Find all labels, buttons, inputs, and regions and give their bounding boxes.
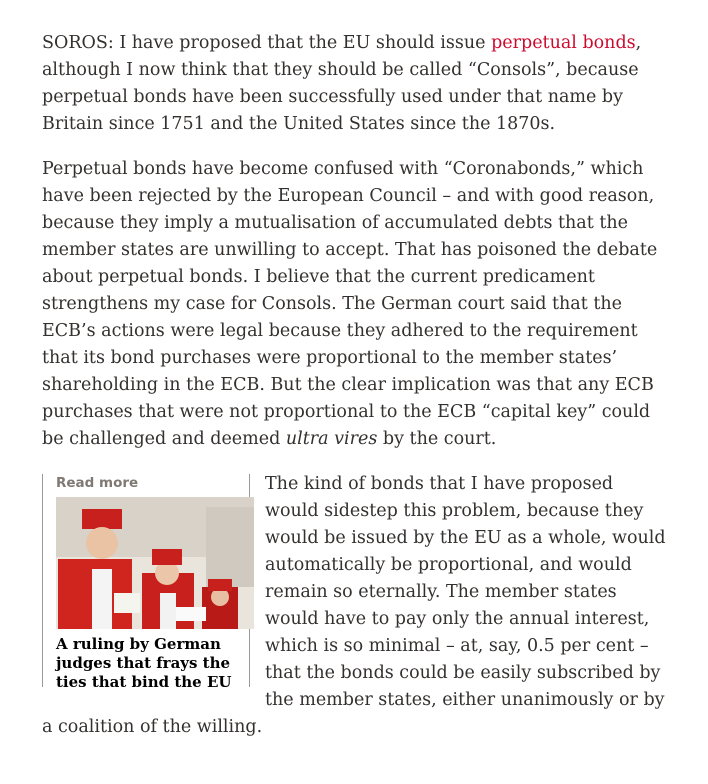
paragraph-2-text-b: by the court. (377, 429, 497, 449)
article-body (42, 30, 667, 759)
paragraph-1 (42, 30, 667, 138)
paragraph-1-text-a: I have proposed that the EU should issue (113, 33, 492, 53)
paragraph-3: The kind of bonds that I have proposed would sidestep this problem, because they would be issued by the EU as a whole, would automatically be proportional, and would remain so eternally. The member states would have to pay only the annual interest, which is so minimal – at, say, 0.5 per cent – that the bonds could be easily subscribed by the member states, either unanimously or by a coalition of the willing. (42, 474, 666, 737)
paragraph-2-text-a: Perpetual bonds have become confused with “Coronabonds,” which have been rejected by the European Council – and with good reason, because they imply a mutualisation of accumulated debts that the member states are unwilling to accept. That has poisoned the debate about perpetual bonds. I believe that the current predicament strengthens my case for Consols. The German court said that the ECB’s actions were legal because they adhered to the requirement that its bond purchases were proportional to the member states’ shareholding in the ECB. But the clear implication was that any ECB purchases that were not proportional to the ECB “capital key” could be challenged and deemed (42, 159, 658, 449)
german-judges-photo[interactable] (56, 497, 254, 629)
speaker-label: SOROS: (42, 33, 114, 53)
read-more-card[interactable] (42, 474, 250, 691)
paragraph-3-block (42, 471, 667, 741)
paragraph-2 (42, 156, 667, 453)
read-more-title[interactable]: A ruling by German judges that frays the ties that bind the EU (56, 635, 232, 691)
paragraph-1-text-b: , although I now think that they should be called “Consols”, because perpetual bonds have been successfully used under that name by Britain since 1751 and the United States since the 1870s. (42, 33, 642, 134)
read-more-label: Read more (56, 475, 139, 491)
ultra-vires-italic: ultra vires (285, 429, 378, 449)
perpetual-bonds-link[interactable]: perpetual bonds (491, 33, 636, 53)
